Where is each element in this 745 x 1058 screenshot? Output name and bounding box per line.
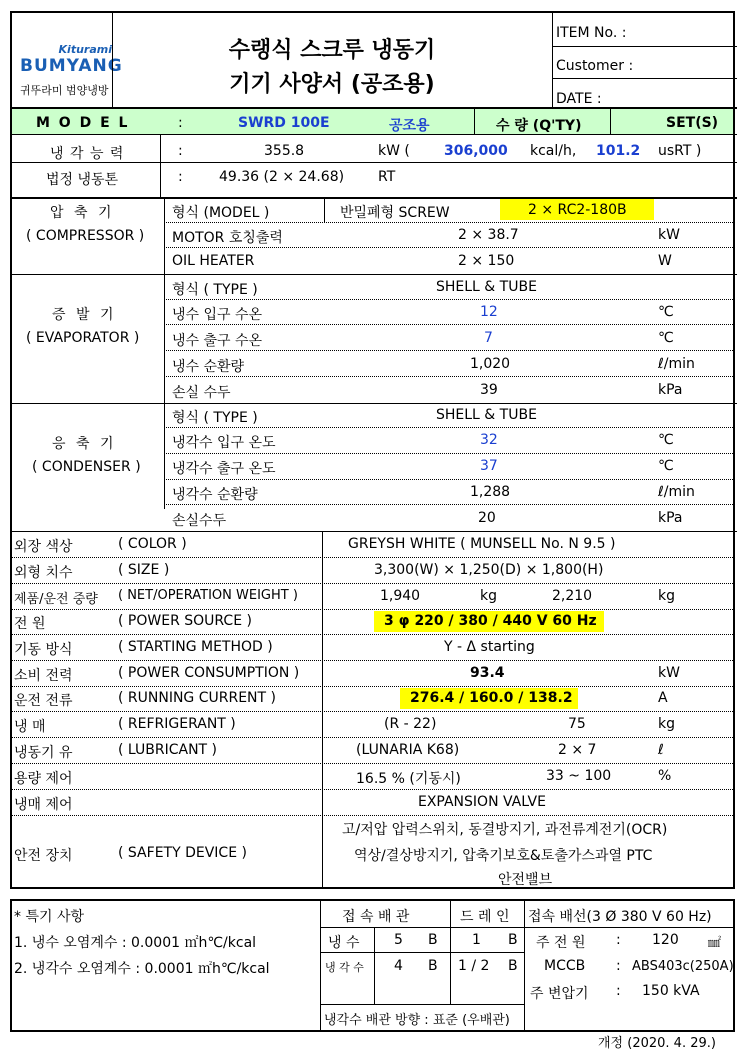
logo-top: Kiturami bbox=[58, 43, 112, 56]
piping-direction: 냉각수 배관 방향 : 표준 (우배관) bbox=[324, 1013, 510, 1028]
wiring-main-colon: : bbox=[616, 932, 621, 948]
capacity-control-range: 33 ~ 100 bbox=[546, 768, 612, 784]
compressor-label-kr: 압 축 기 bbox=[50, 205, 115, 221]
title-line1: 수랭식 스크루 냉동기 bbox=[228, 38, 436, 63]
refrigerant-unit: kg bbox=[658, 716, 675, 732]
wiring-mccb-value: ABS403c(250A) bbox=[632, 959, 734, 974]
weight-net: 1,940 bbox=[380, 588, 421, 604]
customer-label: Customer : bbox=[556, 58, 634, 74]
capacity-control-unit: % bbox=[658, 768, 672, 784]
evaporator-out-unit: ℃ bbox=[658, 330, 674, 346]
item-no-label: ITEM No. : bbox=[556, 25, 627, 41]
piping-r1-unit: B bbox=[428, 932, 438, 948]
model-value: SWRD 100E bbox=[238, 115, 330, 131]
current-unit: A bbox=[658, 690, 668, 706]
drain-header: 드 레 인 bbox=[460, 909, 510, 925]
evaporator-loss-label: 손실 수두 bbox=[172, 385, 231, 401]
compressor-heater-label: OIL HEATER bbox=[172, 253, 255, 269]
drain-r1-unit: B bbox=[508, 932, 518, 948]
wiring-transformer-label: 주 변압기 bbox=[530, 986, 589, 1002]
lubricant-qty: 2 × 7 bbox=[558, 742, 597, 758]
lubricant-unit: ℓ bbox=[658, 742, 664, 758]
current-label-en: ( RUNNING CURRENT ) bbox=[118, 690, 276, 706]
power-label-en: ( POWER SOURCE ) bbox=[118, 613, 252, 629]
legal-ton-label: 법정 냉동톤 bbox=[46, 172, 119, 188]
evaporator-loss-value: 39 bbox=[480, 382, 498, 398]
legal-ton-value: 49.36 (2 × 24.68) bbox=[219, 169, 345, 185]
spec-sheet bbox=[10, 11, 735, 889]
size-label-kr: 외형 치수 bbox=[14, 565, 73, 581]
notes-line1: 1. 냉수 오염계수 : 0.0001 ㎡h℃/kcal bbox=[14, 935, 257, 951]
piping-r2-size: 4 bbox=[394, 958, 403, 974]
compressor-motor-label: MOTOR 호칭출력 bbox=[172, 230, 283, 246]
condenser-label-kr: 응 축 기 bbox=[52, 436, 117, 452]
condenser-flow-unit: ℓ/min bbox=[658, 484, 695, 500]
condenser-loss-unit: kPa bbox=[658, 510, 683, 526]
safety-line3: 안전밸브 bbox=[498, 872, 553, 888]
capacity-usrt-unit: usRT ) bbox=[658, 143, 702, 159]
wiring-header: 접속 배선(3 Ø 380 V 60 Hz) bbox=[528, 909, 712, 925]
safety-line1: 고/저압 압력스위치, 동결방지기, 과전류계전기(OCR) bbox=[342, 822, 668, 838]
wiring-mccb-colon: : bbox=[616, 958, 621, 974]
qty-unit: SET(S) bbox=[666, 115, 719, 131]
weight-unit: kg bbox=[658, 588, 675, 604]
piping-r2-label: 냉 각 수 bbox=[325, 961, 364, 974]
drain-r1-size: 1 bbox=[472, 932, 481, 948]
capacity-control-value: 16.5 % (기동시) bbox=[356, 771, 461, 787]
capacity-kcal-unit: kcal/h, bbox=[530, 143, 577, 159]
consumption-label-kr: 소비 전력 bbox=[14, 668, 73, 684]
logo bbox=[20, 43, 123, 98]
refrigerant-control-label: 냉매 제어 bbox=[14, 797, 73, 813]
current-value: 276.4 / 160.0 / 138.2 bbox=[410, 690, 573, 706]
start-value: Y - Δ starting bbox=[444, 639, 535, 655]
safety-line2: 역상/결상방지기, 압축기보호&토출가스과열 PTC bbox=[354, 848, 653, 864]
wiring-mccb-label: MCCB bbox=[544, 958, 586, 974]
consumption-label-en: ( POWER CONSUMPTION ) bbox=[118, 665, 300, 681]
capacity-kcal: 306,000 bbox=[444, 143, 508, 159]
evaporator-in-label: 냉수 입구 수온 bbox=[172, 307, 263, 323]
compressor-label-en: ( COMPRESSOR ) bbox=[26, 228, 145, 244]
compressor-model-label: 형식 (MODEL ) bbox=[172, 205, 270, 221]
drain-r2-size: 1 / 2 bbox=[458, 958, 490, 974]
condenser-in-label: 냉각수 입구 온도 bbox=[172, 435, 276, 451]
compressor-model-highlight: 2 × RC2-180B bbox=[528, 202, 627, 218]
refrigerant-control-value: EXPANSION VALVE bbox=[418, 794, 546, 810]
legal-ton-colon: : bbox=[178, 169, 183, 185]
weight-op: 2,210 bbox=[552, 588, 593, 604]
lubricant-value: (LUNARIA K68) bbox=[356, 742, 460, 758]
drain-r2-unit: B bbox=[508, 958, 518, 974]
wiring-main-value: 120 bbox=[652, 932, 679, 948]
color-label-en: ( COLOR ) bbox=[118, 536, 187, 552]
logo-sub: 귀뚜라미 범양냉방 bbox=[20, 84, 109, 97]
logo-main: BUMYANG bbox=[20, 56, 123, 76]
capacity-label: 냉 각 능 력 bbox=[50, 146, 125, 162]
compressor-motor-unit: kW bbox=[658, 227, 680, 243]
revision-date: 개정 (2020. 4. 29.) bbox=[598, 1036, 716, 1051]
refrigerant-qty: 75 bbox=[568, 716, 586, 732]
capacity-kw: 355.8 bbox=[264, 143, 305, 159]
refrigerant-label-en: ( REFRIGERANT ) bbox=[118, 716, 236, 732]
wiring-transformer-colon: : bbox=[616, 983, 621, 999]
condenser-label-en: ( CONDENSER ) bbox=[32, 459, 141, 475]
compressor-heater-unit: W bbox=[658, 253, 672, 269]
weight-label-en: ( NET/OPERATION WEIGHT ) bbox=[118, 588, 298, 603]
weight-label-kr: 제품/운전 중량 bbox=[14, 592, 98, 607]
piping-r2-unit: B bbox=[428, 958, 438, 974]
condenser-out-label: 냉각수 출구 온도 bbox=[172, 461, 276, 477]
evaporator-loss-unit: kPa bbox=[658, 382, 683, 398]
condenser-out-unit: ℃ bbox=[658, 458, 674, 474]
start-label-kr: 기동 방식 bbox=[14, 642, 73, 658]
color-value: GREYSH WHITE ( MUNSELL No. N 9.5 ) bbox=[348, 536, 616, 552]
piping-r1-label: 냉 수 bbox=[328, 935, 360, 951]
condenser-in-value: 32 bbox=[480, 432, 498, 448]
compressor-model-value: 반밀폐형 SCREW bbox=[340, 205, 450, 221]
safety-label-kr: 안전 장치 bbox=[14, 848, 73, 864]
condenser-type-label: 형식 ( TYPE ) bbox=[172, 410, 258, 426]
refrigerant-value: (R - 22) bbox=[384, 716, 437, 732]
wiring-main-label: 주 전 원 bbox=[536, 935, 586, 951]
power-label-kr: 전 원 bbox=[14, 616, 46, 632]
size-label-en: ( SIZE ) bbox=[118, 562, 170, 578]
evaporator-type-label: 형식 ( TYPE ) bbox=[172, 282, 258, 298]
color-label-kr: 외장 색상 bbox=[14, 539, 73, 555]
wiring-main-unit: ㎟ bbox=[708, 936, 722, 951]
notes-line2: 2. 냉각수 오염계수 : 0.0001 ㎡h℃/kcal bbox=[14, 961, 270, 977]
capacity-control-label: 용량 제어 bbox=[14, 771, 73, 787]
lubricant-label-en: ( LUBRICANT ) bbox=[118, 742, 218, 758]
wiring-transformer-value: 150 kVA bbox=[642, 983, 700, 999]
model-label: M O D E L bbox=[36, 115, 130, 131]
date-label: DATE : bbox=[556, 91, 602, 107]
condenser-loss-value: 20 bbox=[478, 510, 496, 526]
size-value: 3,300(W) × 1,250(D) × 1,800(H) bbox=[374, 562, 604, 578]
evaporator-flow-value: 1,020 bbox=[470, 356, 511, 372]
start-label-en: ( STARTING METHOD ) bbox=[118, 639, 273, 655]
evaporator-label-kr: 증 발 기 bbox=[52, 307, 117, 323]
piping-r1-size: 5 bbox=[394, 932, 403, 948]
capacity-usrt: 101.2 bbox=[596, 143, 641, 159]
compressor-motor-value: 2 × 38.7 bbox=[458, 227, 519, 243]
piping-header: 접 속 배 관 bbox=[342, 909, 410, 925]
title-line2: 기기 사양서 (공조용) bbox=[229, 72, 435, 97]
refrigerant-label-kr: 냉 매 bbox=[14, 719, 46, 735]
condenser-loss-label: 손실수두 bbox=[172, 513, 227, 529]
model-colon: : bbox=[178, 115, 183, 131]
evaporator-type-value: SHELL & TUBE bbox=[436, 279, 537, 295]
capacity-colon: : bbox=[178, 143, 183, 159]
consumption-unit: kW bbox=[658, 665, 680, 681]
model-usage: 공조용 bbox=[389, 118, 430, 134]
legal-ton-unit: RT bbox=[378, 169, 396, 185]
condenser-flow-value: 1,288 bbox=[470, 484, 511, 500]
compressor-heater-value: 2 × 150 bbox=[458, 253, 515, 269]
weight-mid-unit: kg bbox=[480, 588, 497, 604]
condenser-flow-label: 냉각수 순환량 bbox=[172, 487, 258, 503]
notes-box bbox=[10, 899, 735, 1032]
evaporator-out-label: 냉수 출구 수온 bbox=[172, 333, 263, 349]
safety-label-en: ( SAFETY DEVICE ) bbox=[118, 845, 247, 861]
evaporator-in-value: 12 bbox=[480, 304, 498, 320]
evaporator-in-unit: ℃ bbox=[658, 304, 674, 320]
consumption-value: 93.4 bbox=[470, 665, 505, 681]
evaporator-label-en: ( EVAPORATOR ) bbox=[26, 330, 140, 346]
evaporator-flow-unit: ℓ/min bbox=[658, 356, 695, 372]
evaporator-flow-label: 냉수 순환량 bbox=[172, 359, 245, 375]
condenser-in-unit: ℃ bbox=[658, 432, 674, 448]
lubricant-label-kr: 냉동기 유 bbox=[14, 745, 73, 761]
power-value: 3 φ 220 / 380 / 440 V 60 Hz bbox=[384, 613, 597, 629]
evaporator-out-value: 7 bbox=[484, 330, 493, 346]
qty-label: 수 량 (Q'TY) bbox=[496, 118, 582, 134]
capacity-kw-unit: kW ( bbox=[378, 143, 410, 159]
current-label-kr: 운전 전류 bbox=[14, 693, 73, 709]
condenser-out-value: 37 bbox=[480, 458, 498, 474]
condenser-type-value: SHELL & TUBE bbox=[436, 407, 537, 423]
notes-title: * 특기 사항 bbox=[14, 909, 84, 925]
